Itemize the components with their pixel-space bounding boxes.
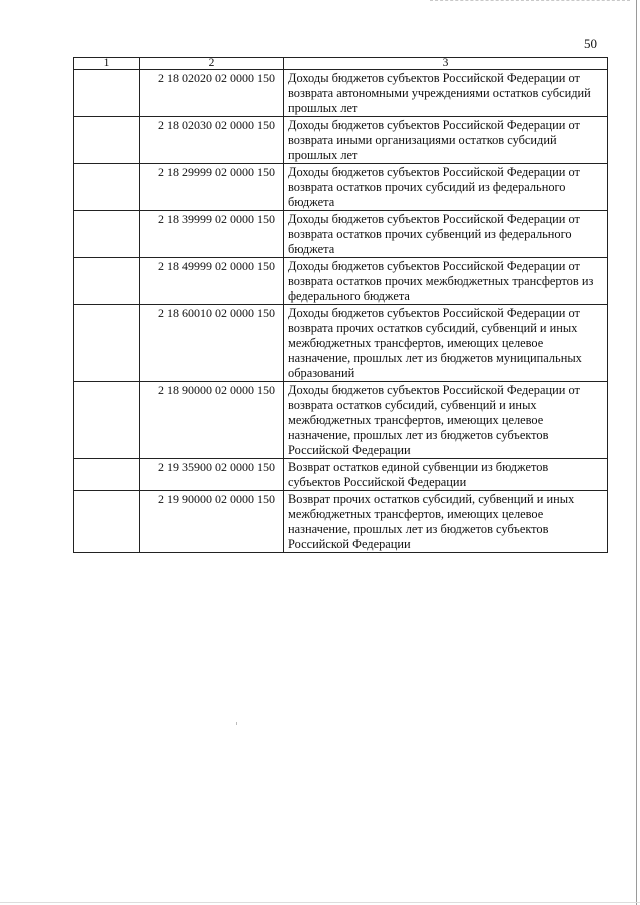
header-col-2: 2 xyxy=(140,58,284,70)
code-cell: 2 18 02020 02 0000 150 xyxy=(140,70,284,117)
table-row xyxy=(74,117,608,164)
row-col1-cell xyxy=(74,491,140,553)
description-cell: Возврат прочих остатков субсидий, субвенций и иных межбюджетных трансфертов, имеющих целевое назначение, прошлых лет из бюджетов субъектов Российской Федерации xyxy=(284,491,608,553)
description-cell: Доходы бюджетов субъектов Российской Федерации от возврата остатков прочих межбюджетных трансфертов из федерального бюджета xyxy=(284,258,608,305)
page-edge-top xyxy=(430,0,630,2)
code-cell: 2 19 90000 02 0000 150 xyxy=(140,491,284,553)
description-cell: Доходы бюджетов субъектов Российской Федерации от возврата остатков прочих субвенций из федерального бюджета xyxy=(284,211,608,258)
table-row xyxy=(74,491,608,553)
code-cell: 2 18 60010 02 0000 150 xyxy=(140,305,284,382)
table-row xyxy=(74,70,608,117)
row-col1-cell xyxy=(74,117,140,164)
row-col1-cell xyxy=(74,459,140,491)
table-row xyxy=(74,211,608,258)
row-col1-cell xyxy=(74,305,140,382)
code-cell: 2 18 29999 02 0000 150 xyxy=(140,164,284,211)
header-col-1: 1 xyxy=(74,58,140,70)
code-cell: 2 18 49999 02 0000 150 xyxy=(140,258,284,305)
page-number: 50 xyxy=(584,36,597,51)
row-col1-cell xyxy=(74,70,140,117)
row-col1-cell xyxy=(74,211,140,258)
table-row xyxy=(74,459,608,491)
table-row xyxy=(74,164,608,211)
scan-speck xyxy=(236,722,237,725)
description-cell: Возврат остатков единой субвенции из бюджетов субъектов Российской Федерации xyxy=(284,459,608,491)
budget-codes-table xyxy=(73,57,608,553)
page-edge-right xyxy=(636,0,637,905)
table-row xyxy=(74,305,608,382)
description-cell: Доходы бюджетов субъектов Российской Федерации от возврата автономными учреждениями остатков субсидий прошлых лет xyxy=(284,70,608,117)
row-col1-cell xyxy=(74,258,140,305)
table-row xyxy=(74,382,608,459)
description-cell: Доходы бюджетов субъектов Российской Федерации от возврата остатков прочих субсидий из федерального бюджета xyxy=(284,164,608,211)
row-col1-cell xyxy=(74,164,140,211)
table-header-row xyxy=(74,58,608,70)
table-row xyxy=(74,258,608,305)
page-edge-bottom xyxy=(0,902,640,903)
code-cell: 2 18 39999 02 0000 150 xyxy=(140,211,284,258)
description-cell: Доходы бюджетов субъектов Российской Федерации от возврата иными организациями остатков субсидий прошлых лет xyxy=(284,117,608,164)
code-cell: 2 18 02030 02 0000 150 xyxy=(140,117,284,164)
description-cell: Доходы бюджетов субъектов Российской Федерации от возврата прочих остатков субсидий, субвенций и иных межбюджетных трансфертов, имеющих целевое назначение, прошлых лет из бюджетов муниципальных образований xyxy=(284,305,608,382)
code-cell: 2 18 90000 02 0000 150 xyxy=(140,382,284,459)
row-col1-cell xyxy=(74,382,140,459)
header-col-3: 3 xyxy=(284,58,608,70)
description-cell: Доходы бюджетов субъектов Российской Федерации от возврата остатков субсидий, субвенций и иных межбюджетных трансфертов, имеющих целевое назначение, прошлых лет из бюджетов субъектов Российской Федерации xyxy=(284,382,608,459)
code-cell: 2 19 35900 02 0000 150 xyxy=(140,459,284,491)
